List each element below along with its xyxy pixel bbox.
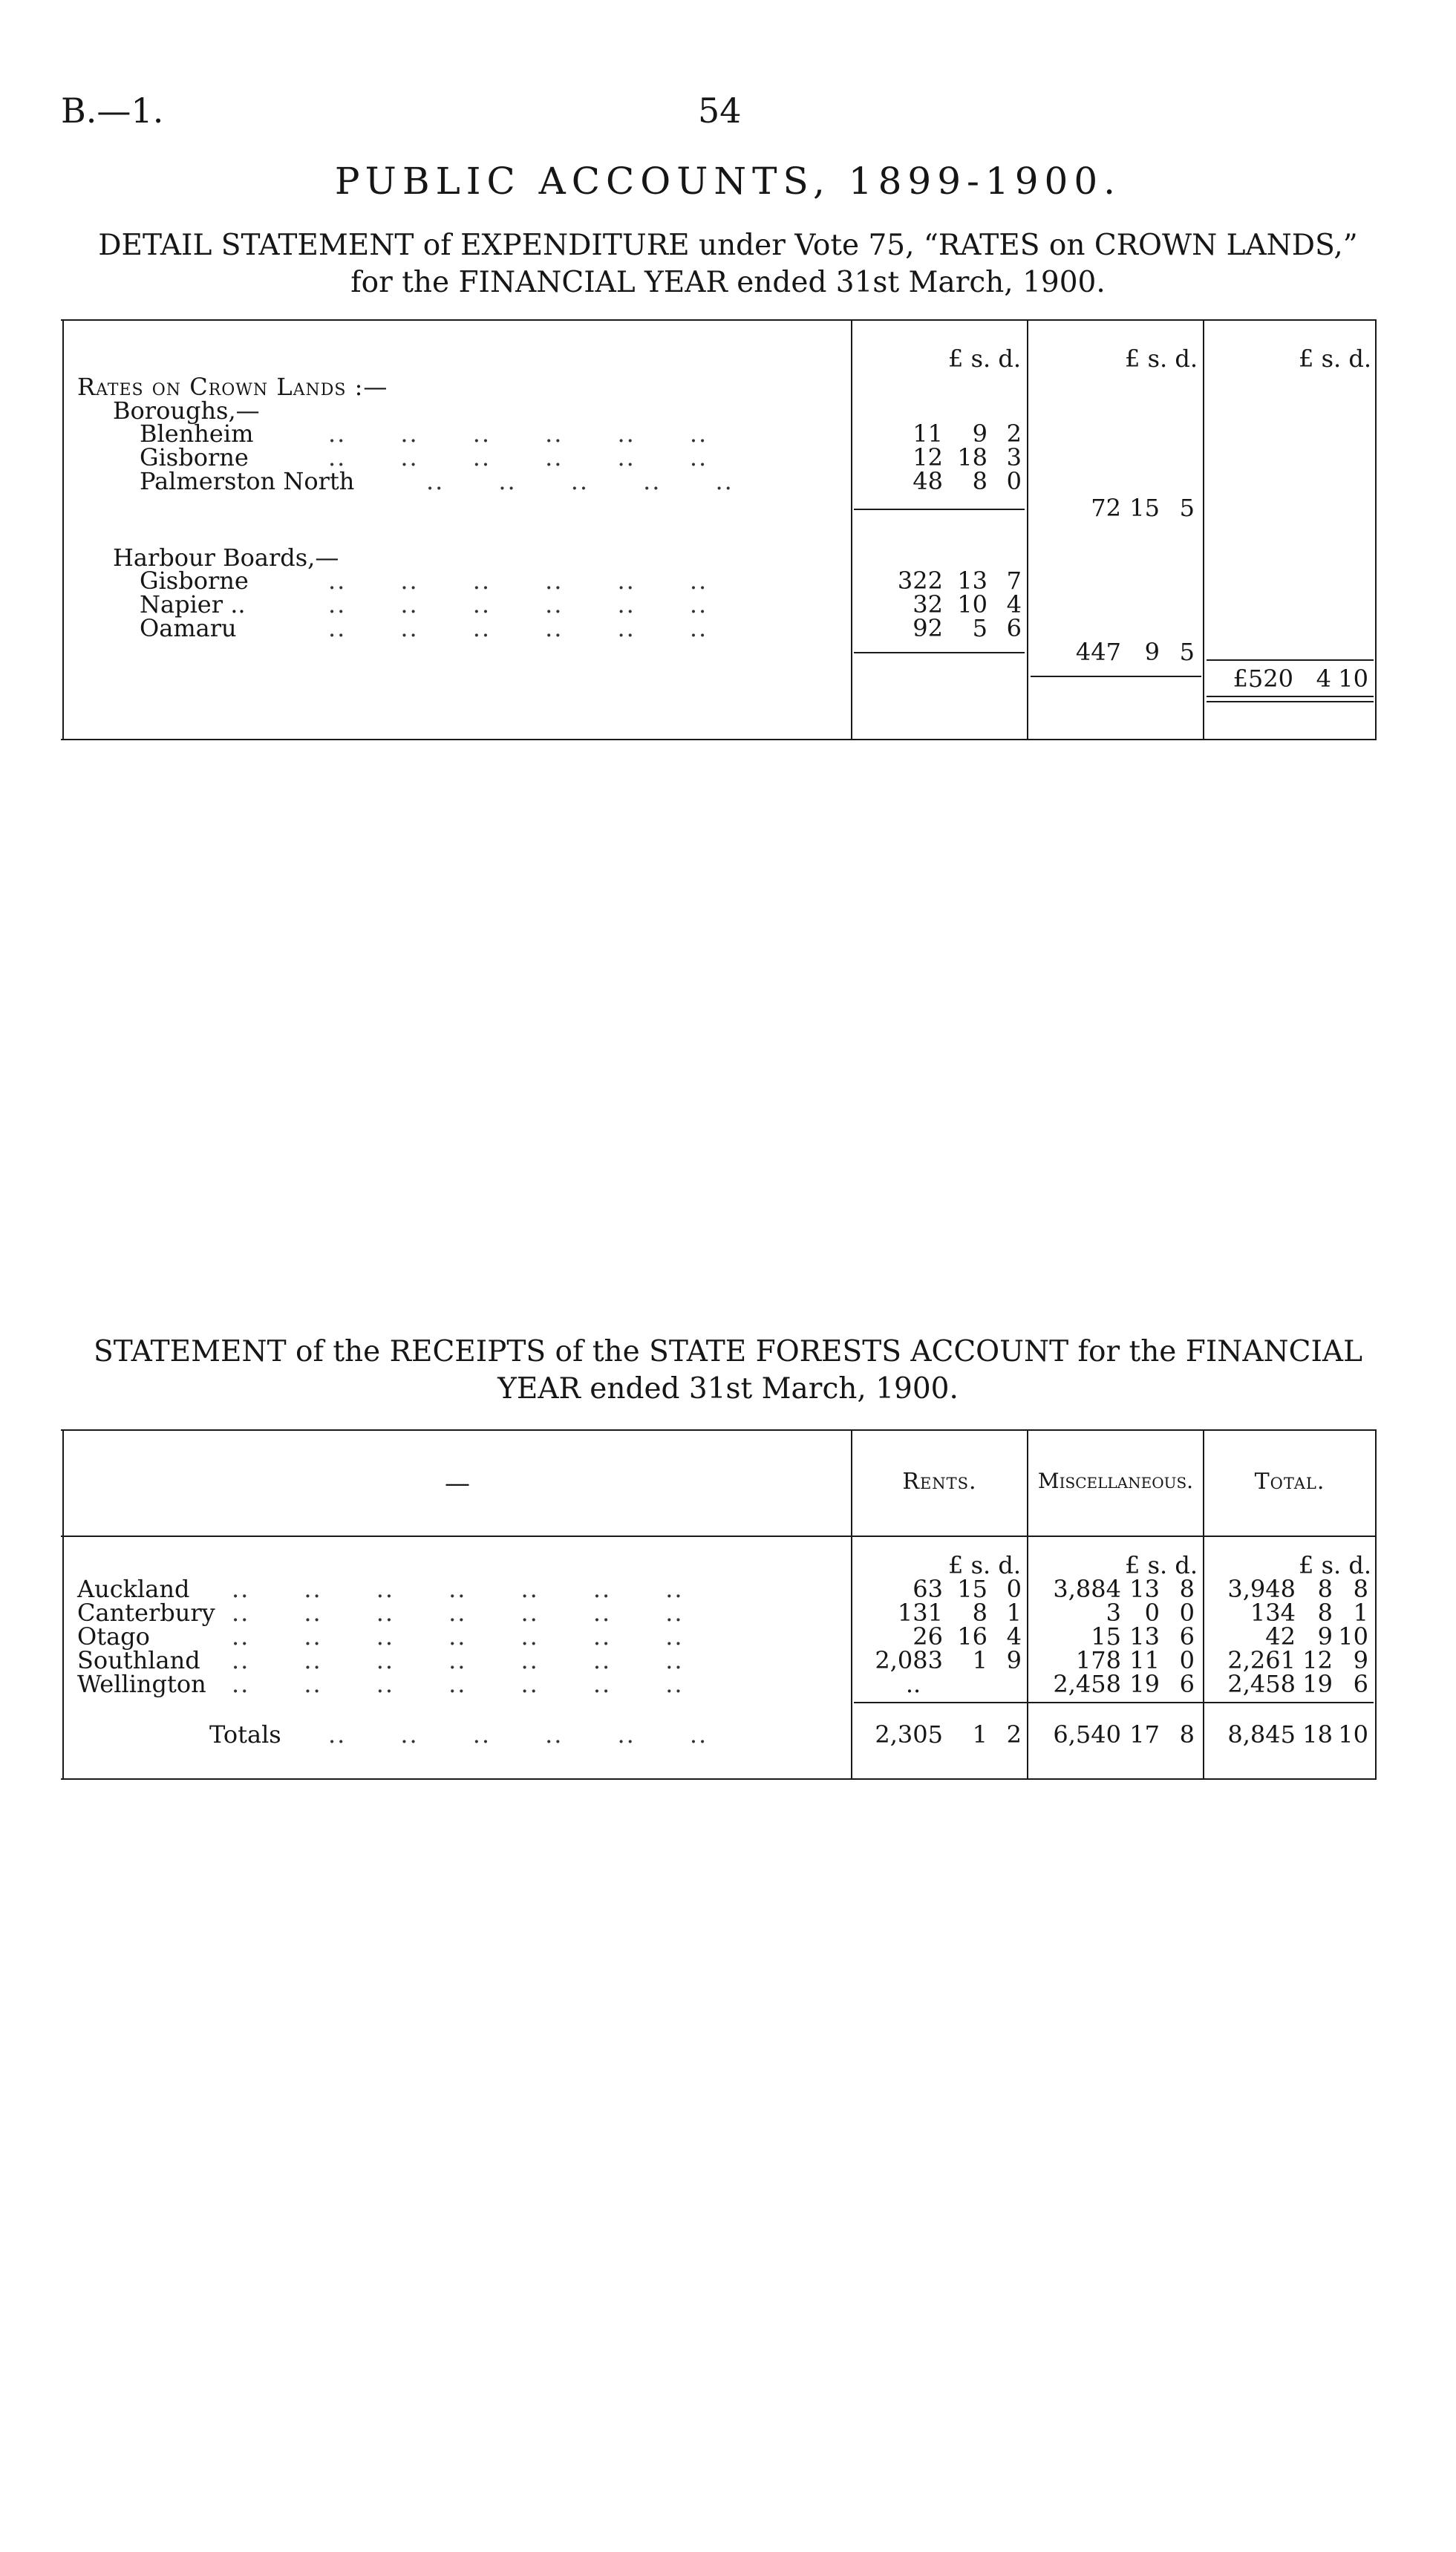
table2-col3-units: £ s. d. bbox=[1299, 1551, 1371, 1579]
rents-shillings: 8 bbox=[972, 1599, 987, 1627]
table1-title-line2: for the FINANCIAL YEAR ended 31st March, 1900. bbox=[350, 266, 1106, 299]
table2-col1-units: £ s. d. bbox=[948, 1551, 1021, 1579]
rents-shillings: 1 bbox=[972, 1646, 987, 1674]
row-name: Napier .. bbox=[140, 590, 246, 619]
pounds: 32 bbox=[913, 590, 943, 619]
pence: 6 bbox=[1006, 614, 1022, 642]
misc-shillings: 13 bbox=[1129, 1575, 1160, 1603]
row-name: Palmerston North bbox=[140, 467, 355, 495]
pounds: 48 bbox=[913, 467, 943, 495]
rents-pounds: 2,083 bbox=[875, 1646, 943, 1674]
pounds: 11 bbox=[913, 420, 943, 448]
row-name: Canterbury bbox=[77, 1599, 215, 1627]
misc-shillings: 19 bbox=[1129, 1670, 1160, 1698]
misc-shillings: 0 bbox=[1144, 1599, 1160, 1627]
table1-col3-units: £ s. d. bbox=[1299, 345, 1371, 373]
table1-title-line1: DETAIL STATEMENT of EXPENDITURE under Vote 75, “RATES on CROWN LANDS,” bbox=[98, 229, 1358, 262]
row-name: Auckland bbox=[77, 1575, 190, 1603]
shillings: 18 bbox=[957, 443, 987, 471]
rents-pounds: 2,305 bbox=[875, 1720, 943, 1749]
total-pence: 10 bbox=[1338, 1622, 1368, 1651]
shillings: 5 bbox=[972, 614, 987, 642]
pence: 7 bbox=[1006, 567, 1022, 595]
table1-col2-units: £ s. d. bbox=[1125, 345, 1198, 373]
misc-pounds: 6,540 bbox=[1053, 1720, 1121, 1749]
rents-pence: 1 bbox=[1006, 1599, 1022, 1627]
table2-title-line1: STATEMENT of the RECEIPTS of the STATE FORESTS ACCOUNT for the FINANCIAL bbox=[94, 1335, 1362, 1368]
total-shillings: 12 bbox=[1302, 1646, 1333, 1674]
misc-pounds: 2,458 bbox=[1053, 1670, 1121, 1698]
rents-pence: 2 bbox=[1006, 1720, 1022, 1749]
total-pounds: 2,458 bbox=[1227, 1670, 1296, 1698]
rents-pence: 4 bbox=[1006, 1622, 1022, 1651]
total-pounds: 8,845 bbox=[1227, 1720, 1296, 1749]
rents-shillings: 1 bbox=[972, 1720, 987, 1749]
total-shillings: 9 bbox=[1317, 1622, 1333, 1651]
totals-label: Totals bbox=[209, 1720, 281, 1749]
misc-pounds: 178 bbox=[1075, 1646, 1121, 1674]
row-name: Wellington bbox=[77, 1670, 206, 1698]
shillings: 8 bbox=[972, 467, 987, 495]
total-pence: 1 bbox=[1353, 1599, 1368, 1627]
pounds: 72 bbox=[1091, 494, 1121, 522]
total-pence: 6 bbox=[1353, 1670, 1368, 1698]
pence: 3 bbox=[1006, 443, 1022, 471]
misc-pence: 0 bbox=[1179, 1646, 1195, 1674]
row-name: Gisborne bbox=[140, 443, 249, 471]
rents-nil: .. bbox=[905, 1670, 921, 1698]
table2-title-line2: YEAR ended 31st March, 1900. bbox=[497, 1372, 959, 1406]
stub-header: — bbox=[445, 1469, 470, 1498]
table1-heading: Rates on Crown Lands :— bbox=[77, 373, 388, 401]
document-reference: B.—1. bbox=[61, 91, 164, 131]
total-shillings: 18 bbox=[1302, 1720, 1333, 1749]
total-pounds: 42 bbox=[1265, 1622, 1296, 1651]
pounds: 12 bbox=[913, 443, 943, 471]
shillings: 4 bbox=[1316, 665, 1331, 693]
total-shillings: 8 bbox=[1317, 1575, 1333, 1603]
total-pence: 9 bbox=[1353, 1646, 1368, 1674]
pounds: £520 bbox=[1233, 665, 1293, 693]
shillings: 9 bbox=[1144, 638, 1160, 666]
total-pence: 8 bbox=[1353, 1575, 1368, 1603]
col-header-miscellaneous: Miscellaneous. bbox=[1037, 1469, 1194, 1493]
total-shillings: 8 bbox=[1317, 1599, 1333, 1627]
shillings: 15 bbox=[1129, 494, 1160, 522]
pence: 10 bbox=[1338, 665, 1368, 693]
pounds: 92 bbox=[913, 614, 943, 642]
total-pounds: 2,261 bbox=[1227, 1646, 1296, 1674]
pounds: 447 bbox=[1075, 638, 1121, 666]
total-pence: 10 bbox=[1338, 1720, 1368, 1749]
row-name: Gisborne bbox=[140, 567, 249, 595]
row-name: Southland bbox=[77, 1646, 200, 1674]
col-header-total: Total. bbox=[1254, 1469, 1325, 1495]
rents-shillings: 16 bbox=[957, 1622, 987, 1651]
row-name: Otago bbox=[77, 1622, 150, 1651]
pence: 2 bbox=[1006, 420, 1022, 448]
rents-pounds: 63 bbox=[913, 1575, 943, 1603]
misc-pounds: 3 bbox=[1106, 1599, 1121, 1627]
row-name: Oamaru bbox=[140, 614, 237, 642]
misc-pence: 6 bbox=[1179, 1670, 1195, 1698]
table1-col1-units: £ s. d. bbox=[948, 345, 1021, 373]
misc-pence: 8 bbox=[1179, 1575, 1195, 1603]
misc-shillings: 11 bbox=[1129, 1646, 1160, 1674]
group-label-harbour-boards: Harbour Boards,— bbox=[113, 544, 339, 572]
rents-pounds: 131 bbox=[897, 1599, 943, 1627]
col-header-rents: Rents. bbox=[902, 1469, 977, 1495]
pence: 4 bbox=[1006, 590, 1022, 619]
total-pounds: 134 bbox=[1250, 1599, 1296, 1627]
misc-pence: 6 bbox=[1179, 1622, 1195, 1651]
misc-shillings: 17 bbox=[1129, 1720, 1160, 1749]
total-shillings: 19 bbox=[1302, 1670, 1333, 1698]
shillings: 10 bbox=[957, 590, 987, 619]
misc-pence: 8 bbox=[1179, 1720, 1195, 1749]
table2-col2-units: £ s. d. bbox=[1125, 1551, 1198, 1579]
page-title: PUBLIC ACCOUNTS, 1899-1900. bbox=[334, 160, 1122, 203]
shillings: 9 bbox=[972, 420, 987, 448]
pounds: 322 bbox=[897, 567, 943, 595]
misc-pounds: 3,884 bbox=[1053, 1575, 1121, 1603]
pence: 0 bbox=[1006, 467, 1022, 495]
rents-pence: 0 bbox=[1006, 1575, 1022, 1603]
rents-shillings: 15 bbox=[957, 1575, 987, 1603]
rents-pence: 9 bbox=[1006, 1646, 1022, 1674]
group-label-boroughs: Boroughs,— bbox=[113, 396, 260, 425]
misc-shillings: 13 bbox=[1129, 1622, 1160, 1651]
shillings: 13 bbox=[957, 567, 987, 595]
misc-pounds: 15 bbox=[1091, 1622, 1121, 1651]
page-number: 54 bbox=[698, 91, 742, 131]
pence: 5 bbox=[1179, 494, 1195, 522]
rents-pounds: 26 bbox=[913, 1622, 943, 1651]
misc-pence: 0 bbox=[1179, 1599, 1195, 1627]
total-pounds: 3,948 bbox=[1227, 1575, 1296, 1603]
pence: 5 bbox=[1179, 638, 1195, 666]
row-name: Blenheim bbox=[140, 420, 254, 448]
